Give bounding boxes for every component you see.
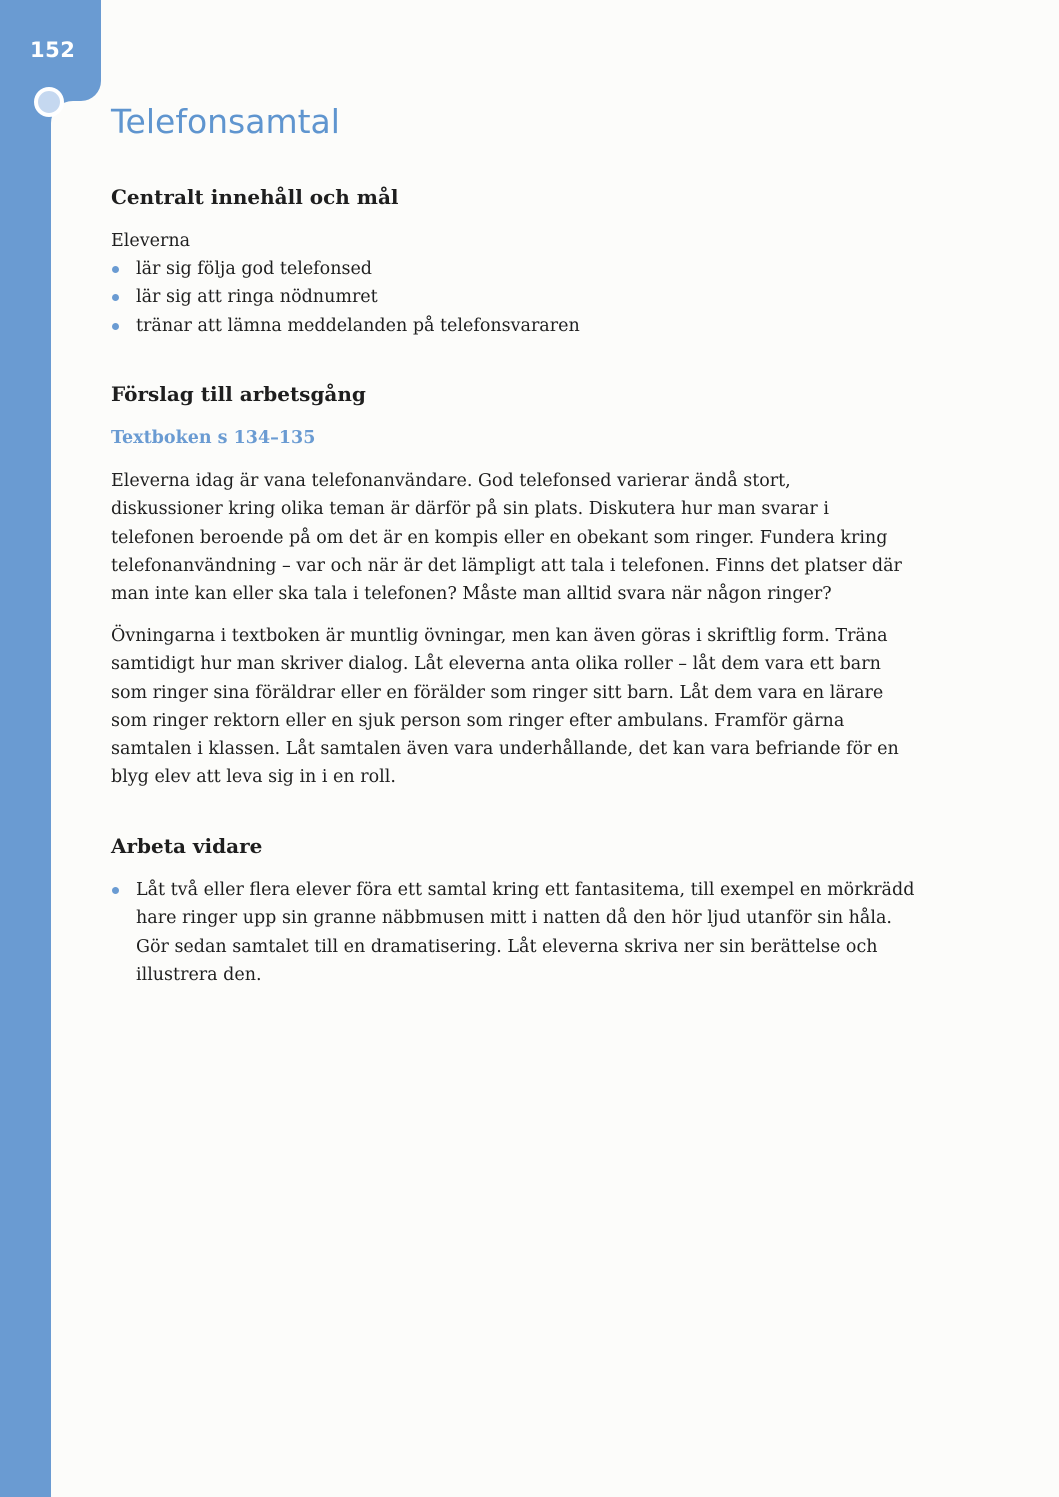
textbook-reference: Textboken s 134–135 [111,428,316,448]
paragraph-2 [111,622,899,792]
list-item: tränar att lämna meddelanden på telefonsvararen [111,312,580,340]
page-number: 152 [30,38,76,62]
goals-list [111,255,580,340]
side-bar [0,0,51,1497]
extension-list [111,876,914,989]
section-intro: Eleverna [111,231,191,251]
text-line: hare ringer upp sin granne näbbmusen mitt i natten då den hör ljud utanför sin håla. [136,908,892,929]
text-line: samtalen i klassen. Låt samtalen även vara underhållande, det kan vara befriande för en [111,739,899,760]
text-line: telefonanvändning – var och när är det lämpligt att tala i telefonen. Finns det platser där [111,555,902,576]
text-line: man inte kan eller ska tala i telefonen? Måste man alltid svara när någon ringer? [111,584,832,605]
tab-dot-icon [34,87,64,117]
text-line: telefonen beroende på om det är en kompis eller en obekant som ringer. Fundera kring [111,527,888,548]
page-title: Telefonsamtal [111,102,340,141]
text-line: illustrera den. [136,964,262,985]
text-line: som ringer rektorn eller en sjuk person som ringer efter ambulans. Framför gärna [111,710,845,731]
section-heading-arbeta-vidare: Arbeta vidare [111,834,263,858]
text-line: diskussioner kring olika teman är därför på sin plats. Diskutera hur man svarar i [111,499,829,520]
section-heading-forslag: Förslag till arbetsgång [111,382,366,406]
list-item: lär sig följa god telefonsed [111,255,580,283]
list-item [111,876,914,989]
text-line: Låt två eller flera elever föra ett samtal kring ett fantasitema, till exempel en mörkrädd [136,880,915,900]
section-heading-centralt: Centralt innehåll och mål [111,185,399,209]
text-line: Gör sedan samtalet till en dramatisering. Låt eleverna skriva ner sin berättelse och [136,936,878,957]
text-line: Övningarna i textboken är muntlig övningar, men kan även göras i skriftlig form. Träna [111,626,888,646]
text-line: som ringer sina föräldrar eller en förälder som ringer sitt barn. Låt dem vara en lärare [111,682,884,703]
paragraph-1 [111,467,902,608]
text-line: blyg elev att leva sig in i en roll. [111,767,396,788]
list-item: lär sig att ringa nödnumret [111,283,580,311]
text-line: Eleverna idag är vana telefonanvändare. God telefonsed varierar ändå stort, [111,471,791,491]
text-line: samtidigt hur man skriver dialog. Låt eleverna anta olika roller – låt dem vara ett barn [111,654,881,675]
